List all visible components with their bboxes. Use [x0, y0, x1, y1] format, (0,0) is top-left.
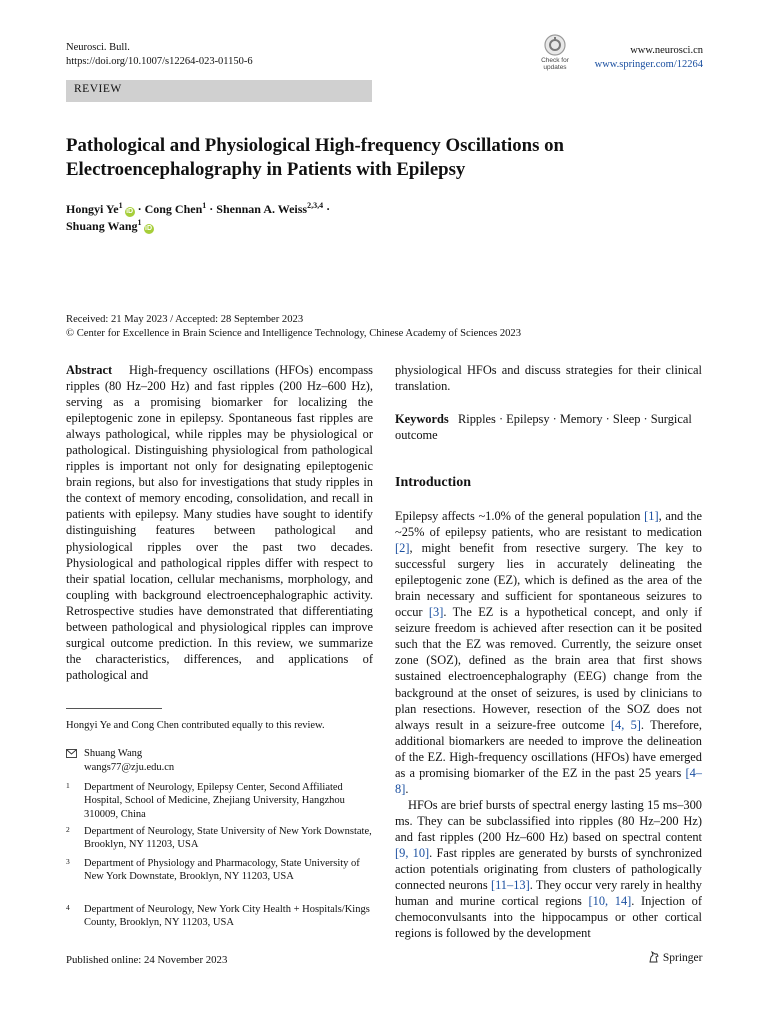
section-label: REVIEW [74, 83, 122, 95]
affiliation [66, 781, 373, 821]
affiliation-text: Department of Neurology, New York City Health + Hospitals/Kings County, Brooklyn, NY 11203, USA [84, 904, 370, 929]
abstract-continuation: physiological HFOs and discuss strategies for their clinical translation. [395, 363, 702, 394]
check-for-updates-badge[interactable] [535, 33, 575, 71]
publisher-logo[interactable] [648, 951, 702, 964]
citation-link[interactable]: [2] [395, 541, 410, 556]
badge-line2: updates [543, 64, 567, 71]
site-neurosci[interactable]: www.neurosci.cn [630, 45, 703, 56]
affiliation-text: Department of Neurology, Epilepsy Center, Second Affiliated Hospital, School of Medicine, Zhejiang University, Hangzhou 310009, China [84, 782, 345, 820]
intro-paragraph: Epilepsy affects ~1.0% of the general population [1], and the ~25% of epilepsy patients, who are resistant to medication [2], might benefit from resective surgery. The key to successful surgery lies in accurately delineating the epileptogenic zone (EZ), which is defined as the area of the brain necessary and sufficient for spontaneous seizures to occur [3]. The EZ is a hypothetical concept, and only if seizure freedom is achieved after resection can it be posited such that the EZ was removed. Currently, the seizure onset zone (SOZ), defined as the brain area that first shows sustained electroencephalography (EEG) change from the background at the onset of seizures, is used by clinicians to plan resections. However, resection of the SOZ does not always result in a seizure-free outcome [4, 5]. Therefore, additional biomarkers are needed to improve the delineation of the EZ. High-frequency oscillations (HFOs) have emerged as a promising biomarker of the EZ in the past 25 years [4–8]. [395, 509, 703, 796]
orcid-icon[interactable]: iD [126, 208, 134, 215]
journal-header [66, 41, 253, 68]
citation-link[interactable]: [3] [428, 605, 444, 620]
citation-link[interactable]: [11–13] [490, 878, 530, 893]
citation-link[interactable]: [4, 5] [610, 717, 641, 732]
keywords-label: Keywords [395, 412, 449, 426]
corresponding-author [66, 747, 174, 774]
author-sep: · [206, 202, 217, 216]
article-title: Pathological and Physiological High-frequency Oscillations on Electroencephalography in Patients with Epilepsy [66, 135, 564, 180]
affiliation-number: 1 [66, 781, 70, 790]
intro-paragraph: HFOs are brief bursts of spectral energy lasting 15 ms–300 ms. They can be subclassified into ripples (80 Hz–200 Hz) and fast ripples (200 Hz–600 Hz) based on spectral content [9, 10]. Fast ripples are generated by bursts of synchronized action potentials originating from clusters of pathologically connected neurons [11–13]. They occur very rarely in healthy human and murine cortical regions [10, 14]. Injection of chemoconvulsants into the hippocampus or other cortical regions is followed by the development [395, 797, 702, 941]
copyright-line: © Center for Excellence in Brain Science and Intelligence Technology, Chinese Academy of Sciences 2023 [66, 328, 522, 339]
keywords-text: Ripples · Epilepsy · Memory · Sleep · Surgical outcome [395, 412, 692, 443]
section-bar [66, 80, 372, 102]
author-name[interactable]: Shuang Wang [66, 219, 138, 233]
received-accepted: Received: 21 May 2023 / Accepted: 28 September 2023 [66, 314, 304, 325]
citation-link[interactable]: [10, 14] [588, 894, 632, 909]
abstract-label: Abstract [66, 363, 113, 377]
citation-link[interactable]: [9, 10] [395, 845, 430, 860]
journal-name: Neurosci. Bull. [66, 42, 130, 53]
publisher-name: Springer [662, 952, 703, 964]
affiliation-text: Department of Neurology, State University of New York Downstate, Brooklyn, NY 11203, USA [84, 826, 372, 851]
affiliation [66, 825, 373, 852]
envelope-icon [66, 749, 77, 758]
springer-horse-icon [648, 951, 660, 963]
keywords [395, 411, 702, 443]
affiliation-number: 4 [66, 903, 70, 912]
site-springer[interactable]: www.springer.com/12264 [594, 58, 703, 70]
section-heading: Introduction [395, 475, 471, 490]
abstract-text: High-frequency oscillations (HFOs) encompass ripples (80 Hz–200 Hz) and fast ripples (200 Hz–600 Hz), serving as a promising biomarker for localizing the epileptogenic zone in epilepsy. Spontaneous fast ripples are always pathological, while ripples may be physiological or pathological. Distinguishing physiological from pathological ripples is important not only for designating epileptogenic brain regions, but also for investigations that study ripples in the context of memory encoding, consolidation, and recall in patients with epilepsy. Many studies have sought to identify distinguishing features between pathological and physiological ripples over the past two decades. Physiological and pathological ripples differ with respect to their spatial location, cellular mechanisms, morphology, and coupling with background electroencephalographic activity. Retrospective studies have demonstrated that differentiating between pathological and physiological ripples can improve surgical outcome prediction. In this review, we summarize the characteristics, differences, and applications of pathological and [66, 363, 373, 682]
author-name[interactable]: Cong Chen [144, 202, 203, 216]
author-name[interactable]: Hongyi Ye [66, 202, 119, 216]
corresponding-name: Shuang Wang [84, 748, 143, 759]
published-date: Published online: 24 November 2023 [66, 954, 228, 966]
citation-link[interactable]: [1] [644, 509, 659, 523]
site-links [595, 44, 703, 71]
author-affil: 1 [118, 201, 123, 210]
affiliation-text: Department of Physiology and Pharmacology, State University of New York Downstate, Brooklyn, NY 11203, USA [84, 858, 360, 883]
corresponding-email[interactable]: wangs77@zju.edu.cn [84, 761, 175, 773]
article-dates [66, 313, 706, 341]
abstract [66, 362, 373, 683]
author-affil: 1 [202, 201, 207, 210]
author-name[interactable]: Shennan A. Weiss [216, 202, 308, 216]
doi-link[interactable]: https://doi.org/10.1007/s12264-023-01150-6 [66, 55, 253, 67]
badge-line1: Check for [541, 57, 569, 64]
citation-link[interactable]: [4–8] [395, 765, 702, 796]
author-sep: · [134, 202, 145, 216]
author-affil: 1 [137, 218, 142, 227]
affiliation-number: 2 [66, 825, 70, 834]
affiliation [66, 903, 373, 930]
orcid-icon[interactable]: iD [145, 225, 152, 232]
affiliation-number: 3 [66, 857, 70, 866]
contribution-note: Hongyi Ye and Cong Chen contributed equally to this review. [66, 720, 325, 731]
author-sep: · [323, 202, 331, 216]
author-affil: 2,3,4 [307, 201, 324, 210]
footnote-divider [66, 708, 162, 709]
check-updates-icon [535, 33, 575, 71]
intro-body [395, 508, 702, 941]
author-list [66, 201, 466, 235]
affiliation [66, 857, 373, 884]
